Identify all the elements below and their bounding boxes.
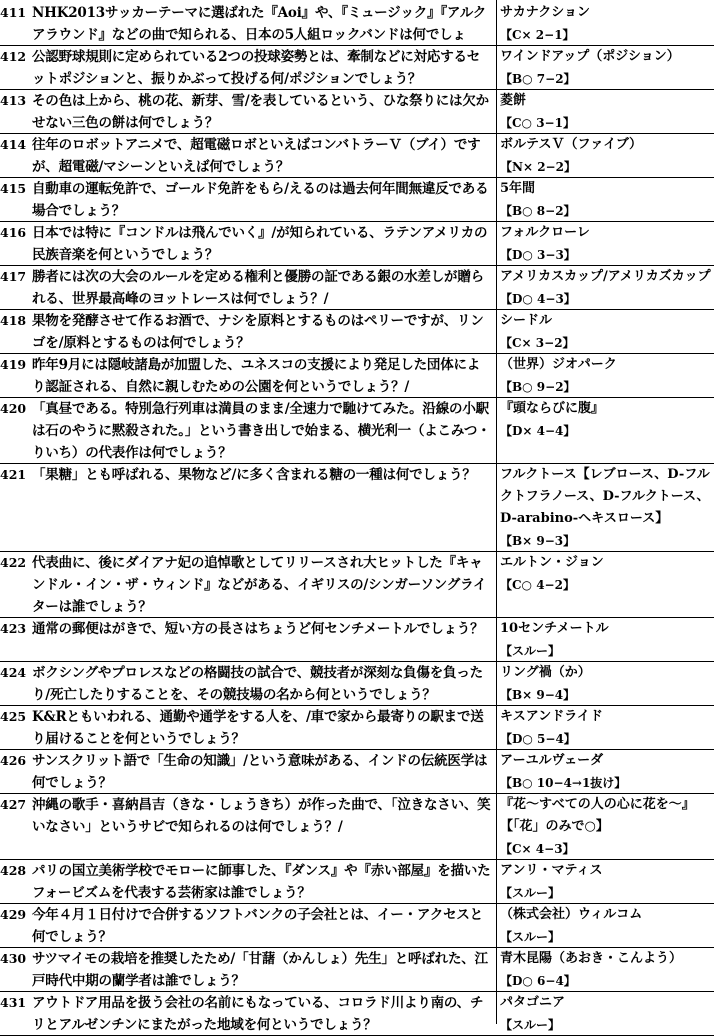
answer-text: ボルテスＶ（ファイブ） <box>500 137 642 152</box>
result-text: 【C× 3−2】 <box>500 336 575 350</box>
quiz-row <box>0 618 714 662</box>
question-text: NHK2013サッカーテーマに選ばれた『Aoi』や、『ミュージック』『アルクアラウンド』などの曲で知られる、日本の5人組ロックバンドは何でしょ <box>32 5 487 43</box>
answer-text: 10センチメートル <box>500 621 609 636</box>
quiz-table <box>0 2 714 1036</box>
result-text: 【D○ 3−3】 <box>500 248 576 262</box>
result-text: 【スルー】 <box>500 644 561 658</box>
answer-text: リング禍（か） <box>500 665 591 680</box>
quiz-row <box>0 266 714 310</box>
question-text: 通常の郵便はがきで、短い方の長さはちょうど何センチメートルでしょう？ <box>32 621 484 637</box>
question-text: 日本では特に『コンドルは飛んでいく』/が知られている、ラテンアメリカの民族音楽を何というでしょう？ <box>32 225 488 263</box>
quiz-row <box>0 2 714 46</box>
answer-cell <box>494 904 714 947</box>
answer-text: サカナクション <box>500 5 590 20</box>
question-number: 421 <box>0 467 27 482</box>
question-number: 427 <box>0 797 27 812</box>
answer-cell <box>494 266 714 309</box>
result-text: 【B○ 9−2】 <box>500 380 576 394</box>
question-number: 414 <box>0 137 27 152</box>
question-number: 412 <box>0 49 27 64</box>
answer-cell <box>494 750 714 793</box>
answer-text: （世界）ジオパーク <box>500 357 617 372</box>
question-number: 419 <box>0 357 27 372</box>
answer-cell <box>494 134 714 177</box>
question-number: 418 <box>0 313 27 328</box>
question-number: 415 <box>0 181 27 196</box>
question-text: ボクシングやプロレスなどの格闘技の試合で、競技者が深刻な負傷を負ったり/死亡したりすることを、その競技場の名から何というでしょう？ <box>32 665 483 703</box>
result-text: 【B○ 8−2】 <box>500 204 576 218</box>
question-number: 431 <box>0 995 27 1010</box>
question-text: 昨年9月には隠岐諸島が加盟した、ユネスコの支援により発足した団体により認証される、自然に親しむための公園を何というでしょう？/ <box>32 357 481 395</box>
answer-cell <box>494 860 714 903</box>
answer-text: 『頭ならびに腹』 <box>500 401 605 416</box>
answer-cell <box>494 662 714 705</box>
question-number: 430 <box>0 951 27 966</box>
result-text: 【C○ 3−1】 <box>500 116 575 130</box>
quiz-row <box>0 222 714 266</box>
question-text: 果物を発酵させて作るお酒で、ナシを原料とするものはペリーですが、リンゴを/原料とするものは何でしょう？ <box>32 313 484 351</box>
answer-cell <box>494 222 714 265</box>
answer-text: パタゴニア <box>500 995 566 1010</box>
result-text: 【スルー】 <box>500 930 561 944</box>
answer-text: エルトン・ジョン <box>500 555 604 570</box>
result-text: 【C○ 4−2】 <box>500 578 575 592</box>
question-number: 424 <box>0 665 27 680</box>
quiz-row <box>0 354 714 398</box>
result-text: 【スルー】 <box>500 1018 561 1032</box>
question-number: 428 <box>0 863 27 878</box>
quiz-row <box>0 662 714 706</box>
question-text: その色は上から、桃の花、新芽、雪/を表しているという、ひな祭りには欠かせない三色の餅は何でしょう？ <box>32 93 489 131</box>
question-number: 423 <box>0 621 27 636</box>
question-number: 417 <box>0 269 27 284</box>
question-number: 411 <box>0 5 27 20</box>
quiz-row <box>0 310 714 354</box>
result-text: 【D× 4−4】 <box>500 424 576 438</box>
question-text: 「果糖」とも呼ばれる、果物など/に多く含まれる糖の一種は何でしょう？ <box>32 467 476 483</box>
question-text: アウトドア用品を扱う会社の名前にもなっている、コロラド川より南の、チリとアルゼンチンにまたがった地域を何というでしょう？ <box>32 995 484 1033</box>
quiz-row <box>0 134 714 178</box>
result-text: 【B○ 10−4→1抜け】 <box>500 776 627 790</box>
quiz-row <box>0 794 714 860</box>
result-text: 【C× 4−3】 <box>500 842 575 856</box>
question-text: 勝者には次の大会のルールを定める権利と優勝の証である銀の水差しが贈られる、世界最高峰のヨットレースは何でしょう？/ <box>32 269 484 307</box>
question-text: K&Rともいわれる、通勤や通学をする人を、/車で家から最寄りの駅まで送り届けることを何というでしょう？ <box>32 709 484 747</box>
result-text: 【B× 9−4】 <box>500 688 576 702</box>
answer-text: 菱餅 <box>500 93 527 108</box>
quiz-row <box>0 860 714 904</box>
question-number: 425 <box>0 709 27 724</box>
question-text: パリの国立美術学校でモローに師事した、『ダンス』や『赤い部屋』を描いたフォービズムを代表する芸術家は誰でしょう？ <box>32 863 491 901</box>
answer-cell <box>494 794 714 859</box>
answer-cell <box>494 464 714 551</box>
quiz-row <box>0 464 714 552</box>
question-text: 公認野球規則に定められている2つの投球姿勢とは、牽制などに対応するセットポジションと、振りかぶって投げる何/ポジションでしょう？ <box>32 49 481 87</box>
answer-text: シードル <box>500 313 553 328</box>
quiz-row <box>0 398 714 464</box>
answer-cell <box>494 552 714 617</box>
question-text: 「真昼である。特別急行列車は満員のまま/全速力で馳けてみた。沿線の小駅は石のやうに黙殺された。」という書き出しで始まる、横光利一（よこみつ・りいち）の代表作は何でしょう？ <box>32 401 491 461</box>
question-text: 自動車の運転免許で、ゴールド免許をもら/えるのは過去何年間無違反である場合でしょう？ <box>32 181 489 219</box>
quiz-row <box>0 948 714 992</box>
answer-cell <box>494 706 714 749</box>
question-number: 426 <box>0 753 27 768</box>
quiz-row <box>0 904 714 948</box>
question-text: 沖縄の歌手・喜納昌吉（きな・しょうきち）が作った曲で、「泣きなさい、笑いなさい」というサビで知られるのは何でしょう？/ <box>32 797 491 835</box>
answer-text: フォルクローレ <box>500 225 590 240</box>
answer-cell <box>494 948 714 991</box>
answer-text: アンリ・マティス <box>500 863 603 878</box>
quiz-row <box>0 552 714 618</box>
question-number: 422 <box>0 555 27 570</box>
answer-cell <box>494 90 714 133</box>
result-text: 【スルー】 <box>500 886 561 900</box>
answer-text: （株式会社）ウィルコム <box>500 907 643 922</box>
answer-cell <box>494 46 714 89</box>
quiz-row <box>0 178 714 222</box>
answer-text: アーユルヴェーダ <box>500 753 604 768</box>
answer-text: 青木昆陽（あおき・こんよう） <box>500 951 683 966</box>
answer-text: 『花～すべての人の心に花を～』【「花」のみで○】 <box>500 797 695 834</box>
answer-text: フルクトース【レブロース、D-フルクトフラノース、D-フルクトース、D-arabino-ヘキスロース】 <box>500 467 710 526</box>
answer-cell <box>494 354 714 397</box>
result-text: 【B○ 7−2】 <box>500 72 576 86</box>
answer-cell <box>494 178 714 221</box>
answer-text: アメリカスカップ/アメリカズカップ <box>500 269 711 284</box>
question-number: 420 <box>0 401 27 416</box>
answer-cell <box>494 2 714 45</box>
quiz-row <box>0 46 714 90</box>
question-text: 今年４月１日付けで合併するソフトバンクの子会社とは、イー・アクセスと何でしょう？ <box>32 907 483 945</box>
answer-cell <box>494 618 714 661</box>
question-text: サンスクリット語で「生命の知識」/という意味がある、インドの伝統医学は何でしょう？ <box>32 753 488 791</box>
answer-cell <box>494 310 714 353</box>
result-text: 【D○ 6−4】 <box>500 974 576 988</box>
question-text: サツマイモの栽培を推奨したため/「甘藷（かんしょ）先生」と呼ばれた、江戸時代中期の蘭学者は誰でしょう？ <box>32 951 488 989</box>
answer-cell <box>494 398 714 463</box>
answer-cell <box>494 992 714 1035</box>
question-number: 416 <box>0 225 27 240</box>
question-text: 往年のロボットアニメで、超電磁ロボといえばコンバトラーＶ（ブイ）ですが、超電磁/マシーンといえば何でしょう？ <box>32 137 481 175</box>
answer-text: 5年間 <box>500 181 536 196</box>
question-text: 代表曲に、後にダイアナ妃の追悼歌としてリリースされ大ヒットした『キャンドル・イン・ザ・ウィンド』などがある、イギリスの/シンガーソングライターは誰でしょう？ <box>32 555 487 615</box>
result-text: 【D○ 4−3】 <box>500 292 576 306</box>
question-number: 413 <box>0 93 27 108</box>
result-text: 【D○ 5−4】 <box>500 732 576 746</box>
quiz-row <box>0 706 714 750</box>
result-text: 【B× 9−3】 <box>500 534 576 548</box>
answer-text: キスアンドライド <box>500 709 603 724</box>
quiz-row <box>0 992 714 1036</box>
result-text: 【C× 2−1】 <box>500 28 575 42</box>
quiz-row <box>0 90 714 134</box>
answer-text: ワインドアップ（ポジション） <box>500 49 680 64</box>
question-number: 429 <box>0 907 27 922</box>
quiz-row <box>0 750 714 794</box>
result-text: 【N× 2−2】 <box>500 160 576 174</box>
